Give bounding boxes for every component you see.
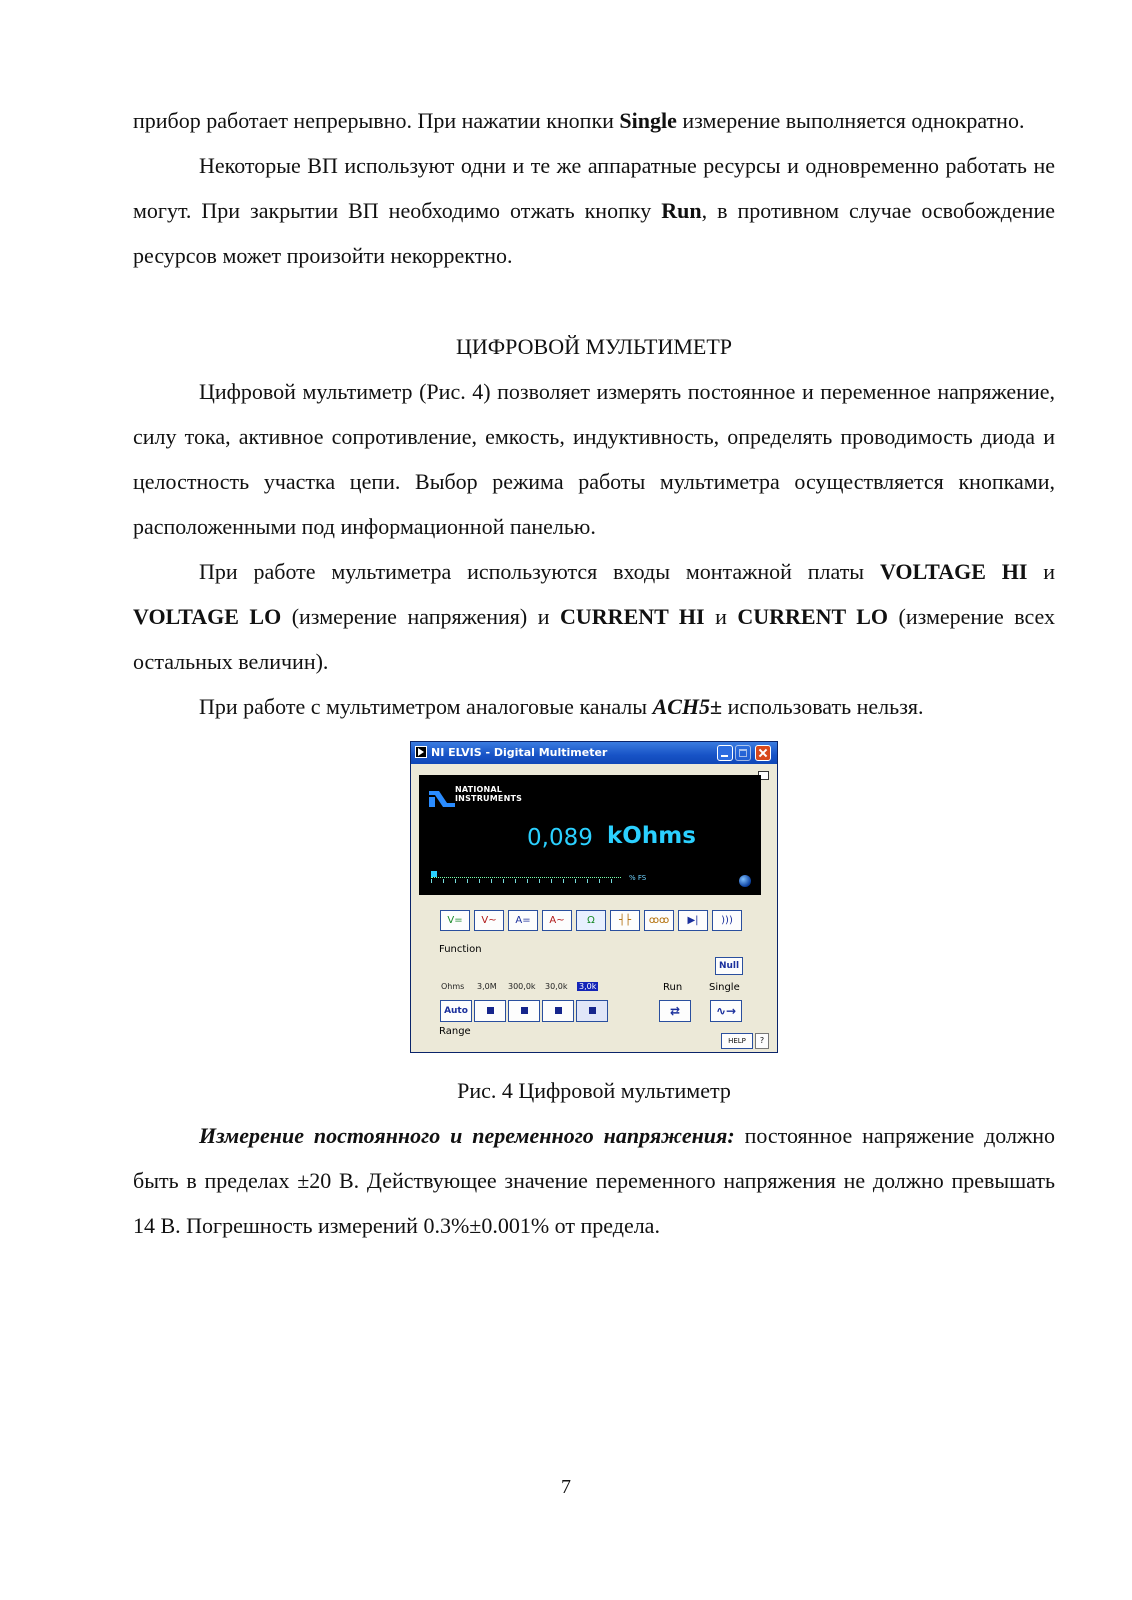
text: (измерение напряжения) и	[281, 604, 561, 629]
display-panel	[419, 775, 761, 895]
run-button[interactable]: ⇄	[659, 1000, 691, 1022]
range-auto-button[interactable]: Auto	[440, 1000, 472, 1022]
section-heading: ЦИФРОВОЙ МУЛЬТИМЕТР	[455, 334, 733, 359]
text: , в противном случае освобождение ресурсов может произойти некорректно.	[133, 198, 1055, 268]
range-300k-button[interactable]	[508, 1000, 540, 1022]
resistance-button[interactable]: Ω	[576, 910, 606, 931]
close-icon[interactable]	[755, 745, 771, 761]
range-option-ohms: Ohms	[441, 982, 465, 991]
text: При работе мультиметра используются входы монтажной платы	[199, 559, 880, 584]
range-option-3m: 3,0M	[477, 982, 497, 991]
paragraph-4	[133, 549, 1055, 684]
capacitance-button[interactable]: ┤├	[610, 910, 640, 931]
function-label: Function	[439, 944, 482, 955]
range-option-3k: 3,0k	[579, 982, 597, 991]
paragraph-5	[133, 684, 1055, 729]
page-number: 7	[561, 1476, 571, 1498]
paragraph-1	[133, 98, 1055, 143]
text: постоянное напряжение должно быть в пределах ±20 В. Действующее значение переменного напряжения не должно превышать 14 В. Погрешность измерений 0.3%±0.001% от предела.	[133, 1123, 1055, 1238]
bold-term: CURRENT LO	[737, 604, 889, 629]
text: Некоторые ВП используют одни и те же аппаратные ресурсы и одновременно работать не могут. При закрытии ВП необходимо отжать кнопку	[133, 153, 1055, 223]
logo-line-2: INSTRUMENTS	[455, 794, 523, 803]
app-icon	[415, 746, 427, 758]
ac-current-button[interactable]: A~	[542, 910, 572, 931]
bold-term: Single	[619, 108, 677, 133]
null-button[interactable]: Null	[715, 957, 743, 975]
range-3k-button[interactable]	[576, 1000, 608, 1022]
figure-caption: Рис. 4 Цифровой мультиметр	[457, 1078, 731, 1103]
dc-current-button[interactable]: A=	[508, 910, 538, 931]
scale-ticks	[431, 879, 621, 883]
paragraph-2	[133, 143, 1055, 278]
paragraph-3: Цифровой мультиметр (Рис. 4) позволяет измерять постоянное и переменное напряжение, силу тока, активное сопротивление, емкость, индуктивность, определять проводимость диода и целостность участка цепи. Выбор режима работы мультиметра осуществляется кнопками, расположенными под информационной панелью.	[133, 379, 1055, 539]
text: прибор работает непрерывно. При нажатии кнопки	[133, 108, 620, 133]
maximize-icon[interactable]	[735, 745, 751, 761]
ni-logo-text	[455, 785, 522, 803]
reading-value: 0,089	[527, 825, 593, 851]
text: измерение выполняется однократно.	[676, 108, 1025, 133]
reading-unit: kOhms	[607, 823, 696, 849]
minimize-icon[interactable]	[717, 745, 733, 761]
text: и	[1027, 559, 1056, 584]
bold-italic-term: Измерение постоянного и переменного напряжения:	[199, 1123, 735, 1148]
window-title: NI ELVIS - Digital Multimeter	[431, 746, 608, 759]
scale-label: % FS	[629, 874, 647, 882]
bold-term: Run	[661, 198, 702, 223]
ac-voltage-button[interactable]: V~	[474, 910, 504, 931]
text: (измерение всех остальных величин).	[133, 604, 1056, 674]
range-label: Range	[439, 1026, 471, 1037]
question-button[interactable]: ?	[755, 1033, 769, 1049]
dc-voltage-button[interactable]: V=	[440, 910, 470, 931]
range-3m-button[interactable]	[474, 1000, 506, 1022]
bold-italic-term: ACH5±	[652, 694, 723, 719]
text: При работе с мультиметром аналоговые каналы	[199, 694, 653, 719]
diode-button[interactable]: ▶|	[678, 910, 708, 931]
bold-term: VOLTAGE HI	[879, 559, 1028, 584]
single-label: Single	[709, 982, 740, 993]
paragraph-6	[133, 1113, 1055, 1248]
inductance-button[interactable]: ꝏꝏ	[644, 910, 674, 931]
run-label: Run	[663, 982, 683, 993]
range-option-300k: 300,0k	[508, 982, 536, 991]
bold-term: CURRENT HI	[560, 604, 705, 629]
ni-logo-icon	[429, 787, 455, 807]
range-option-30k: 30,0k	[545, 982, 568, 991]
title-bar	[411, 742, 777, 764]
text: и	[704, 604, 738, 629]
bold-term: VOLTAGE LO	[133, 604, 282, 629]
single-button[interactable]: ∿→	[710, 1000, 742, 1022]
logo-line-1: NATIONAL	[455, 785, 503, 794]
text: использовать нельзя.	[722, 694, 924, 719]
scale-bar	[431, 873, 621, 878]
multimeter-window	[410, 741, 778, 1053]
figure	[133, 729, 1055, 1069]
range-30k-button[interactable]	[542, 1000, 574, 1022]
status-led-icon	[739, 875, 751, 887]
help-button[interactable]: HELP	[721, 1033, 753, 1049]
scale-fill	[431, 871, 437, 877]
page-body	[133, 98, 1055, 1248]
continuity-button[interactable]: )))	[712, 910, 742, 931]
